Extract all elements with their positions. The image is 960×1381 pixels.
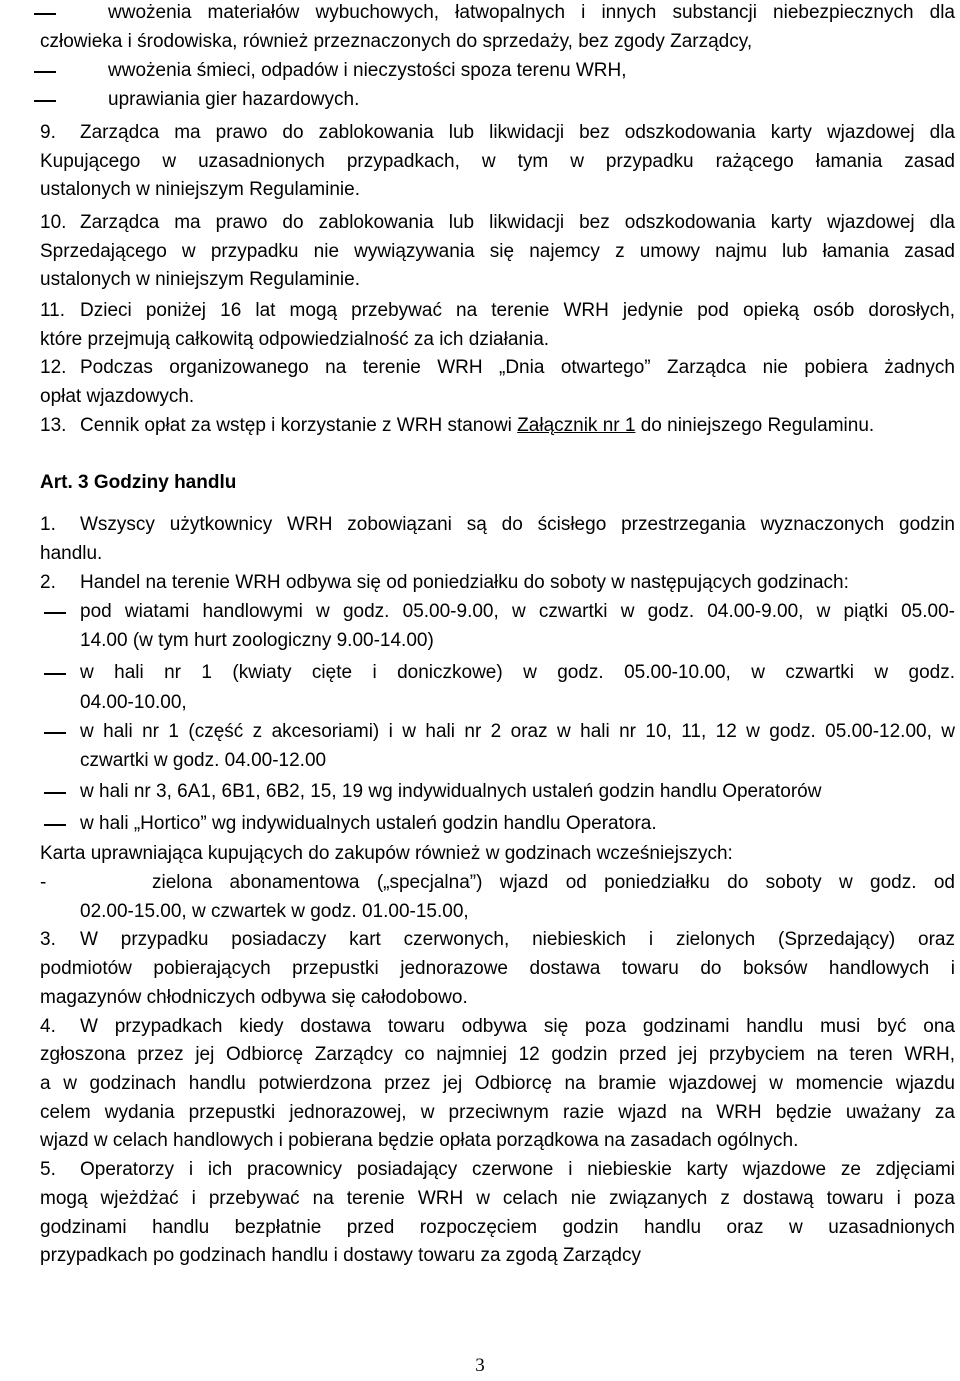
sub-list-text: w hali nr 1 (część z akcesoriami) i w hali nr 2 oraz w hali nr 10, 11, 12 w godz. 05.00-12.00, w bbox=[80, 721, 955, 742]
list-item bbox=[108, 0, 955, 28]
sub-list-text: pod wiatami handlowymi w godz. 05.00-9.00, w czwartki w godz. 04.00-9.00, w piątki 05.00- bbox=[80, 601, 955, 622]
item-text: a w godzinach handlu potwierdzona przez jej Odbiorcę na bramie wjazdowej w momencie wjazdu bbox=[40, 1073, 955, 1094]
hyphen-bullet: - bbox=[40, 872, 47, 893]
dash-bullet-icon bbox=[44, 792, 66, 794]
item-number: 13. bbox=[40, 415, 67, 436]
list-item-text: wwożenia śmieci, odpadów i nieczystości spoza terenu WRH, bbox=[108, 60, 627, 81]
sub-list-continuation: 04.00-10.00, bbox=[80, 692, 187, 713]
sub-list-text: w hali „Hortico” wg indywidualnych ustaleń godzin handlu Operatora. bbox=[80, 813, 657, 834]
page-number: 3 bbox=[475, 1355, 485, 1376]
attachment-link[interactable]: Załącznik nr 1 bbox=[517, 415, 636, 436]
item-text: Handel na terenie WRH odbywa się od poniedziałku do soboty w następujących godzinach: bbox=[80, 572, 849, 593]
item-text: Operatorzy i ich pracownicy posiadający czerwone i niebieskie karty wjazdowe ze zdjęciami bbox=[80, 1159, 955, 1180]
item-text-part: do niniejszego Regulaminu. bbox=[635, 415, 875, 436]
item-text: W przypadku posiadaczy kart czerwonych, niebieskich i zielonych (Sprzedający) oraz bbox=[80, 929, 955, 950]
sub-list-continuation: czwartki w godz. 04.00-12.00 bbox=[80, 750, 327, 771]
dash-bullet-icon bbox=[44, 732, 66, 734]
item-text: które przejmują całkowitą odpowiedzialność za ich działania. bbox=[40, 329, 550, 350]
item-number: 2. bbox=[40, 572, 56, 593]
sub-list-text: w hali nr 3, 6A1, 6B1, 6B2, 15, 19 wg indywidualnych ustaleń godzin handlu Operatorów bbox=[80, 781, 822, 802]
item-text: Wszyscy użytkownicy WRH zobowiązani są do ścisłego przestrzegania wyznaczonych godzin bbox=[80, 514, 955, 535]
item-number: 10. bbox=[40, 212, 67, 233]
item-text-part: Cennik opłat za wstęp i korzystanie z WRH stanowi bbox=[80, 415, 518, 436]
item-number: 9. bbox=[40, 122, 56, 143]
list-item bbox=[108, 86, 960, 115]
sub-list-item bbox=[80, 659, 955, 688]
sub-list-item bbox=[80, 718, 955, 747]
item-text: Karta uprawniająca kupujących do zakupów również w godzinach wcześniejszych: bbox=[40, 843, 733, 864]
item-text: Zarządca ma prawo do zablokowania lub likwidacji bez odszkodowania karty wjazdowej dla bbox=[80, 212, 955, 233]
item-text bbox=[80, 412, 955, 441]
item-text: Kupującego w uzasadnionych przypadkach, w tym w przypadku rażącego łamania zasad bbox=[40, 151, 955, 172]
item-number: 3. bbox=[40, 929, 56, 950]
item-text: Podczas organizowanego na terenie WRH „Dnia otwartego” Zarządca nie pobiera żadnych bbox=[80, 357, 955, 378]
item-text: wjazd w celach handlowych i pobierana będzie opłata porządkowa na zasadach ogólnych. bbox=[40, 1130, 799, 1151]
item-number: 4. bbox=[40, 1016, 56, 1037]
item-text: ustalonych w niniejszym Regulaminie. bbox=[40, 269, 360, 290]
dash-bullet-icon bbox=[34, 13, 56, 15]
item-text: przypadkach po godzinach handlu i dostawy towaru za zgodą Zarządcy bbox=[40, 1245, 641, 1266]
item-number: 5. bbox=[40, 1159, 56, 1180]
list-item bbox=[108, 57, 960, 86]
item-text: Zarządca ma prawo do zablokowania lub likwidacji bez odszkodowania karty wjazdowej dla bbox=[80, 122, 955, 143]
list-item-text: wwożenia materiałów wybuchowych, łatwopalnych i innych substancji niebezpiecznych dla bbox=[108, 2, 955, 23]
sub-list-text: w hali nr 1 (kwiaty cięte i doniczkowe) w godz. 05.00-10.00, w czwartki w godz. bbox=[80, 662, 955, 683]
item-text: mogą wjeżdżać i przebywać na terenie WRH w celach nie związanych z dostawą towaru i poza bbox=[40, 1188, 955, 1209]
section-heading: Art. 3 Godziny handlu bbox=[40, 472, 237, 493]
item-text: 02.00-15.00, w czwartek w godz. 01.00-15.00, bbox=[80, 901, 469, 922]
sub-list-item bbox=[80, 598, 955, 627]
item-text: magazynów chłodniczych odbywa się całodobowo. bbox=[40, 987, 468, 1008]
dash-bullet-icon bbox=[34, 71, 56, 73]
item-number: 1. bbox=[40, 514, 56, 535]
item-text: celem wydania przepustki jednorazowej, w przeciwnym razie wjazd na WRH będzie uważany za bbox=[40, 1102, 955, 1123]
item-text: W przypadkach kiedy dostawa towaru odbywa się poza godzinami handlu musi być ona bbox=[80, 1016, 955, 1037]
item-text: handlu. bbox=[40, 543, 103, 564]
sub-list-item bbox=[80, 810, 960, 839]
list-item-text: uprawiania gier hazardowych. bbox=[108, 89, 360, 110]
list-item-continuation: człowieka i środowiska, również przeznaczonych do sprzedaży, bez zgody Zarządcy, bbox=[40, 31, 753, 52]
sub-list-continuation: 14.00 (w tym hurt zoologiczny 9.00-14.00) bbox=[80, 630, 434, 651]
item-text: opłat wjazdowych. bbox=[40, 386, 195, 407]
item-text: podmiotów pobierających przepustki jednorazowe dostawa towaru do boksów handlowych i bbox=[40, 958, 955, 979]
item-text: Dzieci poniżej 16 lat mogą przebywać na terenie WRH jedynie pod opieką osób dorosłych, bbox=[80, 300, 955, 321]
item-number: 12. bbox=[40, 357, 67, 378]
item-text: zgłoszona przez jej Odbiorcę Zarządcy co najmniej 12 godzin przed jej przybyciem na teren WRH, bbox=[40, 1044, 955, 1065]
dash-bullet-icon bbox=[44, 673, 66, 675]
item-text: godzinami handlu bezpłatnie przed rozpoczęciem godzin handlu oraz w uzasadnionych bbox=[40, 1217, 955, 1238]
sub-list-item bbox=[80, 778, 960, 807]
dash-bullet-icon bbox=[44, 824, 66, 826]
item-text: ustalonych w niniejszym Regulaminie. bbox=[40, 179, 360, 200]
item-text: zielona abonamentowa („specjalna”) wjazd od poniedziałku do soboty w godz. od bbox=[152, 872, 955, 893]
item-number: 11. bbox=[40, 300, 66, 321]
dash-bullet-icon bbox=[34, 100, 56, 102]
dash-bullet-icon bbox=[44, 612, 66, 614]
item-text: Sprzedającego w przypadku nie wywiązywania się najemcy z umowy najmu lub łamania zasad bbox=[40, 241, 955, 262]
